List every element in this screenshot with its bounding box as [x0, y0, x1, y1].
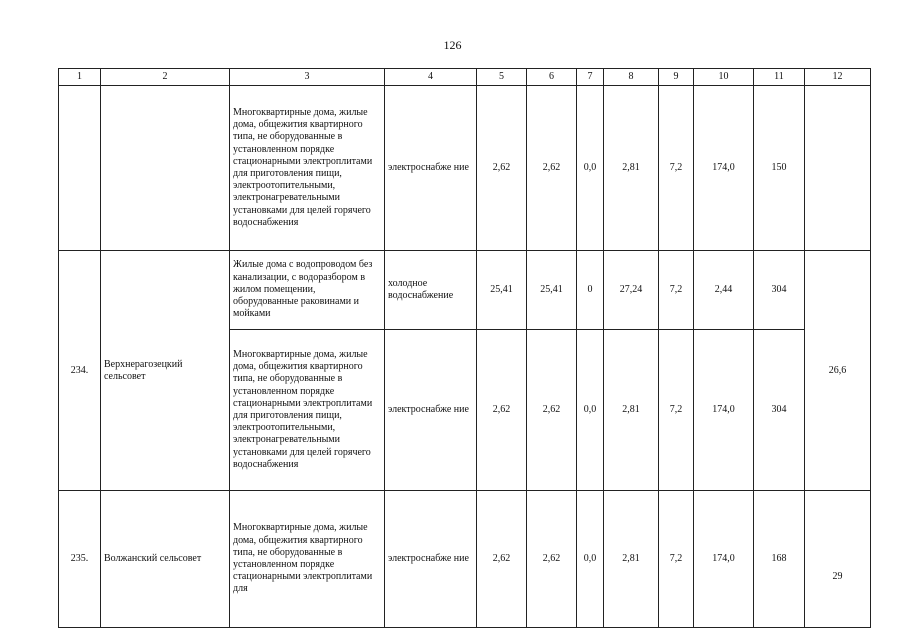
value-cell: 174,0: [694, 330, 754, 491]
column-header: 11: [754, 69, 805, 86]
value-cell: 7,2: [659, 86, 694, 251]
value-cell: 7,2: [659, 330, 694, 491]
value-cell: 2,81: [604, 491, 659, 628]
value-cell: 304: [754, 251, 805, 330]
value-cell: 0,0: [577, 86, 604, 251]
column-header: 5: [477, 69, 527, 86]
column-number-row: [59, 69, 871, 86]
row-index-cell: 235.: [59, 491, 101, 628]
description-cell: Многоквартирные дома, жилые дома, общежития квартирного типа, не оборудованные в установленном порядке стационарными электроплитами для приготовления пищи, электроотопительными, электронагревательными установками для целей горячего водоснабжения: [230, 86, 385, 251]
table-row: [59, 251, 871, 330]
value-cell: 2,44: [694, 251, 754, 330]
description-cell: Жилые дома с водопроводом без канализации, с водоразбором в жилом помещении, оборудованные раковинами и мойками: [230, 251, 385, 330]
total-cell: 26,6: [805, 251, 871, 491]
value-cell: 27,24: [604, 251, 659, 330]
description-cell: Многоквартирные дома, жилые дома, общежития квартирного типа, не оборудованные в установленном порядке стационарными электроплитами для приготовления пищи, электроотопительными, электронагревательными установками для целей горячего водоснабжения: [230, 330, 385, 491]
row-index-cell: 234.: [59, 251, 101, 491]
value-cell: 2,62: [477, 86, 527, 251]
value-cell: 7,2: [659, 491, 694, 628]
tariff-table: [58, 68, 871, 628]
value-cell: 0: [577, 251, 604, 330]
value-cell: 150: [754, 86, 805, 251]
value-cell: 2,62: [527, 330, 577, 491]
value-cell: 174,0: [694, 86, 754, 251]
column-header: 12: [805, 69, 871, 86]
service-cell: электроснабже ние: [385, 491, 477, 628]
table-row: [59, 86, 871, 251]
column-header: 8: [604, 69, 659, 86]
value-cell: 2,62: [477, 491, 527, 628]
value-cell: 7,2: [659, 251, 694, 330]
value-cell: 2,62: [527, 491, 577, 628]
column-header: 4: [385, 69, 477, 86]
column-header: 3: [230, 69, 385, 86]
service-cell: холодное водоснабжение: [385, 251, 477, 330]
municipality-cell: [101, 86, 230, 251]
column-header: 10: [694, 69, 754, 86]
value-cell: 168: [754, 491, 805, 628]
value-cell: 304: [754, 330, 805, 491]
value-cell: 25,41: [477, 251, 527, 330]
value-cell: 2,81: [604, 330, 659, 491]
total-cell: 29: [805, 491, 871, 628]
total-cell: [805, 86, 871, 251]
value-cell: 25,41: [527, 251, 577, 330]
value-cell: 174,0: [694, 491, 754, 628]
value-cell: 2,62: [477, 330, 527, 491]
municipality-cell: Верхнерагозецкий сельсовет: [101, 251, 230, 491]
service-cell: электроснабже ние: [385, 86, 477, 251]
value-cell: 2,62: [527, 86, 577, 251]
description-cell: Многоквартирные дома, жилые дома, общежития квартирного типа, не оборудованные в установленном порядке стационарными электроплитами для: [230, 491, 385, 628]
column-header: 9: [659, 69, 694, 86]
service-cell: электроснабже ние: [385, 330, 477, 491]
column-header: 7: [577, 69, 604, 86]
table-row: [59, 491, 871, 628]
column-header: 6: [527, 69, 577, 86]
column-header: 2: [101, 69, 230, 86]
page-number: 126: [443, 38, 462, 52]
column-header: 1: [59, 69, 101, 86]
row-index-cell: [59, 86, 101, 251]
value-cell: 2,81: [604, 86, 659, 251]
value-cell: 0,0: [577, 330, 604, 491]
value-cell: 0,0: [577, 491, 604, 628]
municipality-cell: Волжанский сельсовет: [101, 491, 230, 628]
